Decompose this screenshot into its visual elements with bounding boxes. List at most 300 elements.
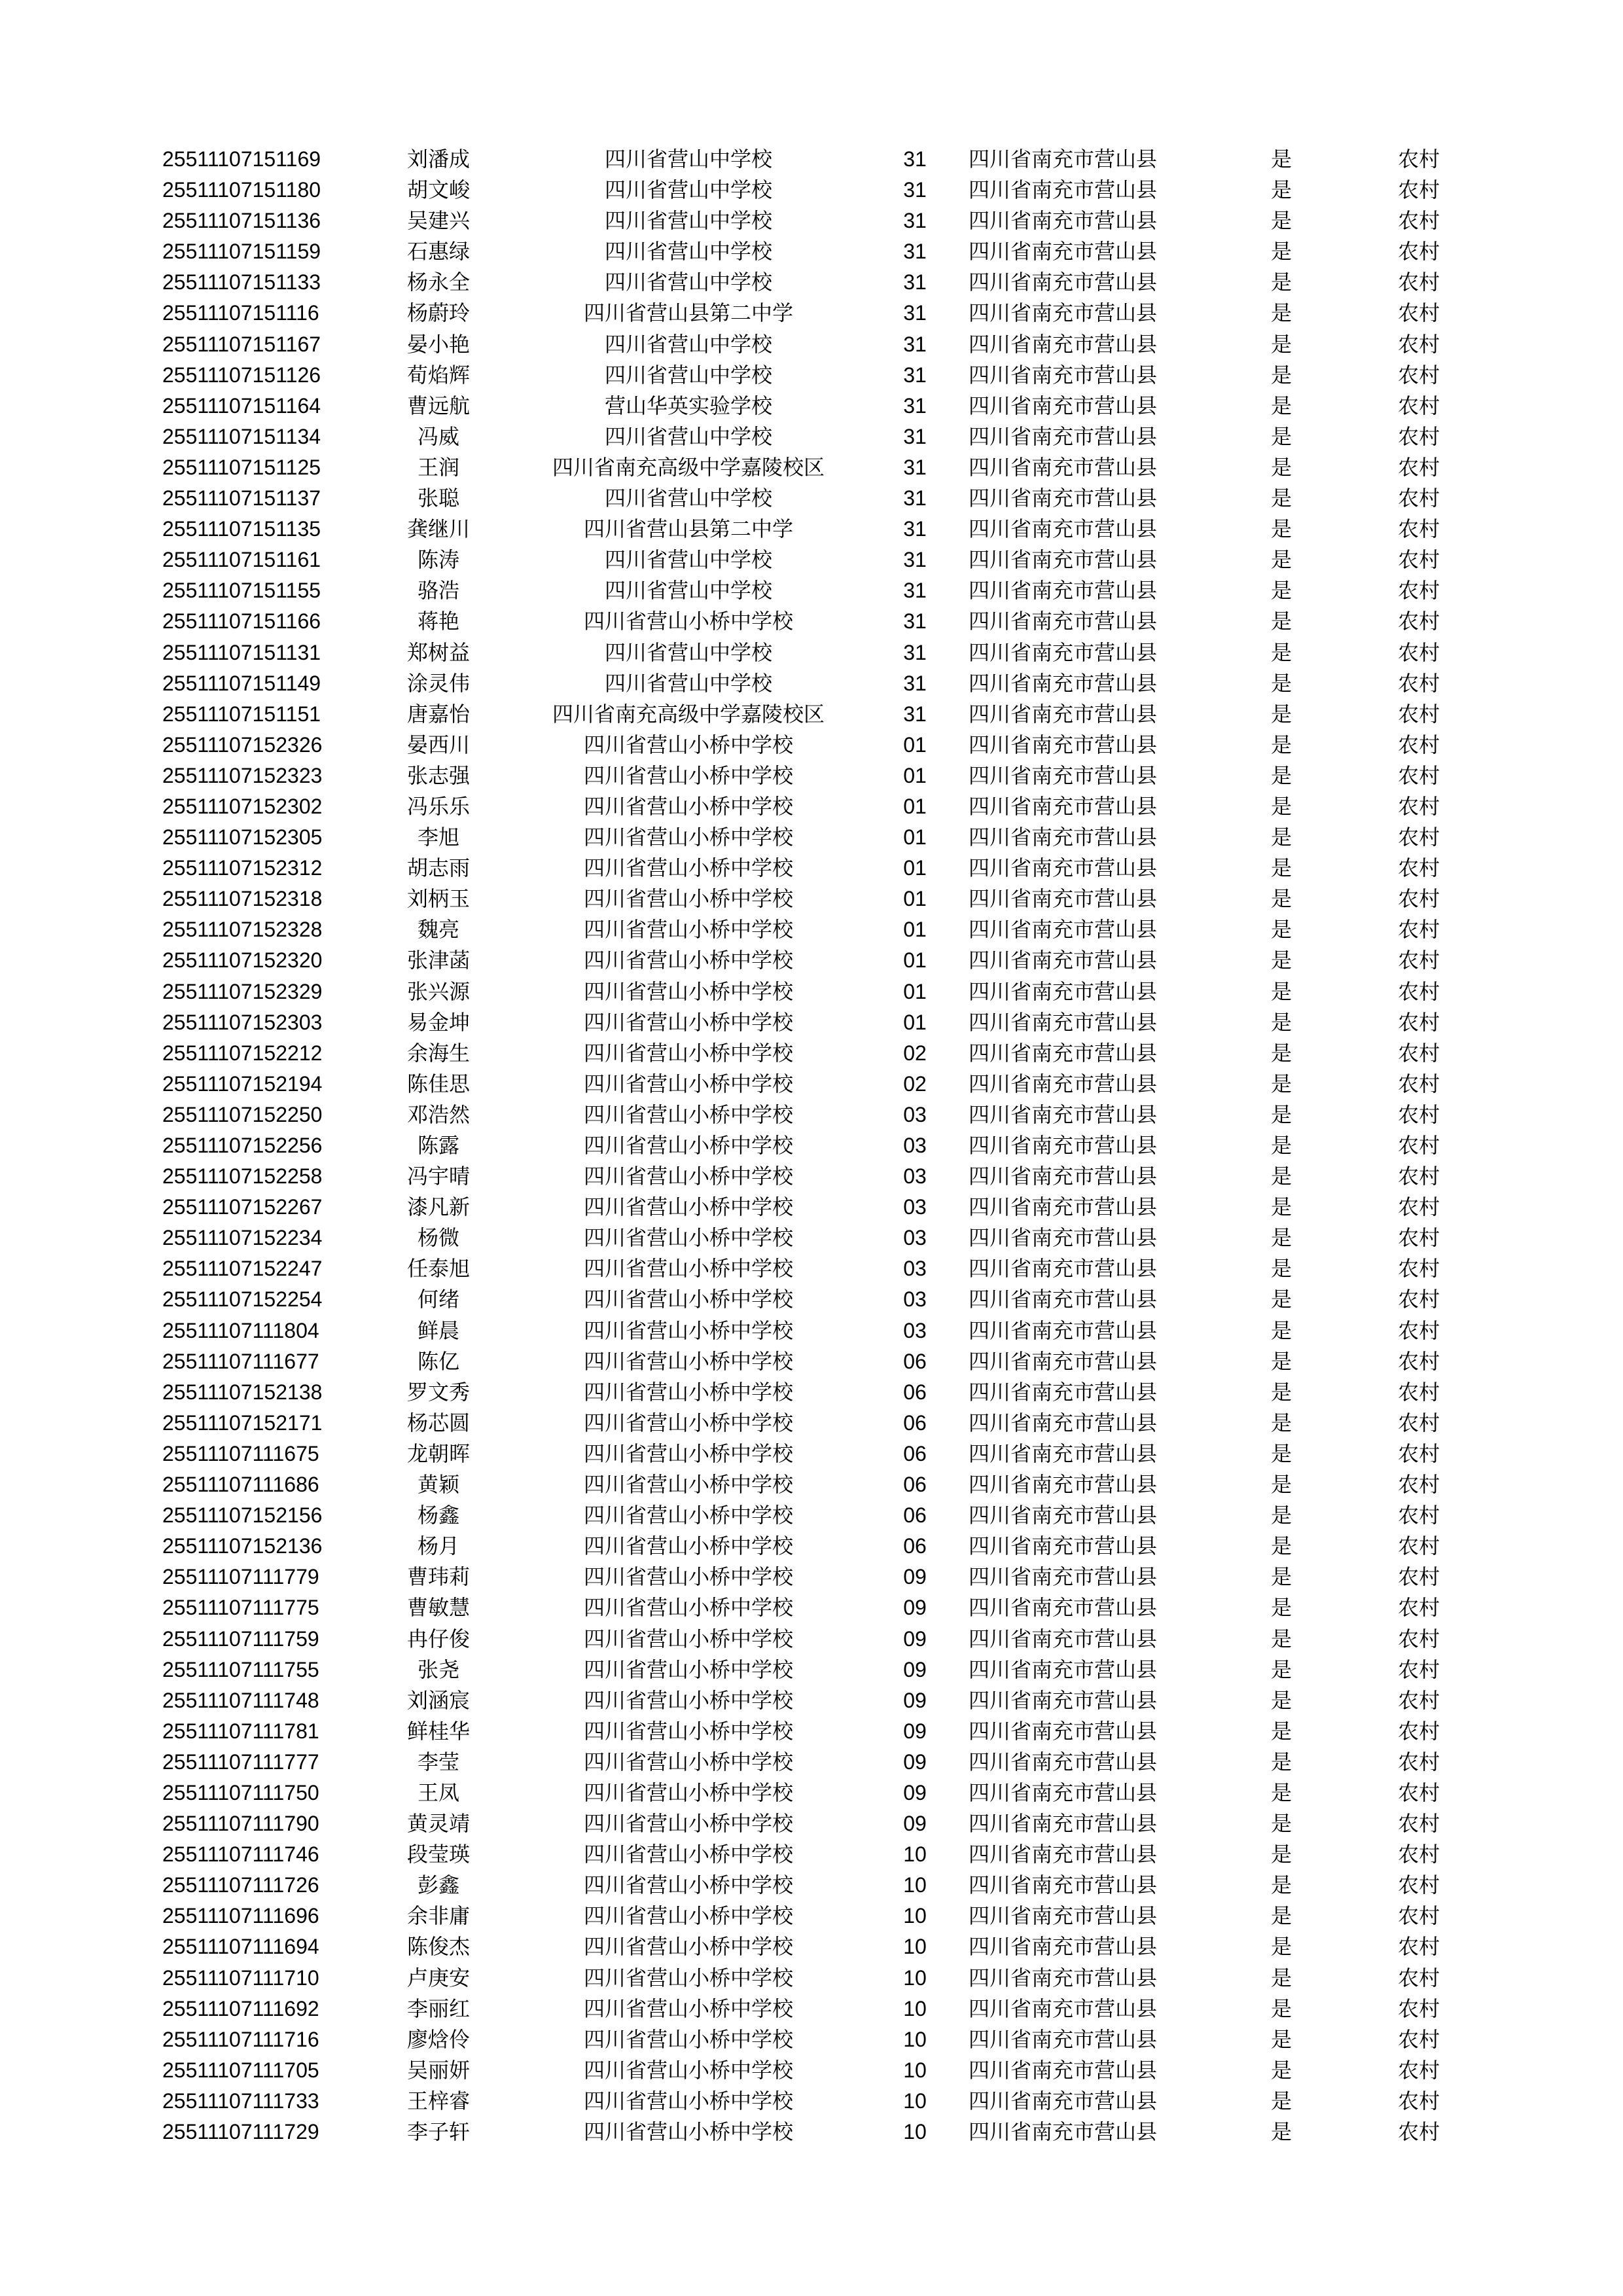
- student-id-cell-text: 25511107152302: [162, 794, 323, 818]
- address-cell-text: 四川省南充市营山县: [969, 855, 1158, 881]
- table-row: [0, 1377, 1623, 1408]
- student-id-cell: [162, 1901, 319, 1931]
- student-id-cell: [162, 545, 321, 575]
- student-id-cell-text: 25511107152323: [162, 763, 323, 787]
- address-cell-text: 四川省南充市营山县: [969, 886, 1158, 912]
- school-name-cell-text: 四川省营山小桥中学校: [584, 1071, 794, 1096]
- class-number-cell-text: 06: [903, 1473, 927, 1497]
- school-name-cell-text: 四川省营山小桥中学校: [584, 1903, 794, 1929]
- student-id-cell: [162, 914, 322, 945]
- address-cell-text: 四川省南充市营山县: [969, 1102, 1158, 1127]
- table-row: [0, 699, 1623, 730]
- student-name-cell-text: 张聪: [418, 486, 460, 511]
- table-row: [0, 1901, 1623, 1931]
- class-number-cell-text: 09: [903, 1812, 927, 1836]
- household-type-cell-text: 农村: [1398, 825, 1440, 850]
- address-cell-text: 四川省南充市营山县: [969, 825, 1158, 850]
- table-row: [0, 144, 1623, 175]
- household-type-cell-text: 农村: [1398, 486, 1440, 511]
- student-name-cell-text: 黄颖: [418, 1472, 460, 1498]
- student-name-cell-text: 陈佳思: [407, 1071, 471, 1096]
- household-type-cell-text: 农村: [1398, 1071, 1440, 1096]
- class-number-cell-text: 31: [903, 240, 927, 264]
- school-name-cell-text: 四川省营山小桥中学校: [584, 1564, 794, 1590]
- flag-cell-text: 是: [1271, 762, 1293, 788]
- household-type-cell-text: 农村: [1398, 300, 1440, 326]
- class-number-cell-text: 31: [903, 393, 927, 418]
- flag-cell-text: 是: [1271, 1718, 1293, 1744]
- flag-cell-text: 是: [1271, 486, 1293, 511]
- table-row: [0, 1007, 1623, 1038]
- flag-cell-text: 是: [1271, 208, 1293, 234]
- student-id-cell-text: 25511107152234: [162, 1226, 323, 1250]
- student-list-table: [0, 144, 1623, 2147]
- household-type-cell-text: 农村: [1398, 1965, 1440, 1990]
- address-cell: [969, 977, 1157, 1007]
- class-number-cell-text: 09: [903, 1596, 927, 1620]
- student-id-cell: [162, 1778, 319, 1808]
- address-cell-text: 四川省南充市营山县: [969, 670, 1158, 696]
- student-id-cell: [162, 791, 322, 822]
- student-id-cell-text: 25511107152171: [162, 1410, 323, 1435]
- address-cell-text: 四川省南充市营山县: [969, 239, 1158, 264]
- flag-cell-text: 是: [1271, 670, 1293, 696]
- student-name-cell-text: 唐嘉怡: [407, 701, 471, 726]
- student-id-cell-text: 25511107151131: [162, 640, 321, 664]
- student-id-cell: [162, 329, 321, 360]
- household-type-cell-text: 农村: [1398, 1811, 1440, 1837]
- class-number-cell-text: 09: [903, 1780, 927, 1804]
- household-type-cell-text: 农村: [1398, 1133, 1440, 1158]
- household-type-cell-text: 农村: [1398, 978, 1440, 1004]
- table-row: [0, 236, 1623, 267]
- address-cell-text: 四川省南充市营山县: [969, 2119, 1158, 2144]
- flag-cell-text: 是: [1271, 1040, 1293, 1066]
- student-id-cell-text: 25511107111804: [162, 1318, 319, 1342]
- student-id-cell: [162, 1038, 322, 1069]
- flag-cell-text: 是: [1271, 239, 1293, 264]
- student-name-cell-text: 陈俊杰: [407, 1934, 471, 1960]
- student-id-cell-text: 25511107151125: [162, 455, 321, 479]
- address-cell-text: 四川省南充市营山县: [969, 2088, 1158, 2113]
- student-id-cell-text: 25511107111779: [162, 1565, 319, 1589]
- address-cell-text: 四川省南充市营山县: [969, 732, 1158, 757]
- school-name-cell-text: 四川省营山中学校: [605, 331, 773, 357]
- table-row: [0, 637, 1623, 668]
- school-name-cell-text: 四川省营山小桥中学校: [584, 1102, 794, 1127]
- school-name-cell-text: 四川省营山中学校: [605, 270, 773, 295]
- student-id-cell: [162, 267, 321, 298]
- flag-cell-text: 是: [1271, 1102, 1293, 1127]
- student-id-cell-text: 25511107152267: [162, 1195, 323, 1219]
- student-id-cell: [162, 1624, 319, 1655]
- table-row: [0, 1562, 1623, 1592]
- student-id-cell-text: 25511107151155: [162, 579, 321, 603]
- class-number-cell-text: 02: [903, 1071, 927, 1096]
- school-name-cell-text: 四川省营山小桥中学校: [584, 1780, 794, 1805]
- household-type-cell-text: 农村: [1398, 1410, 1440, 1435]
- student-id-cell: [162, 1716, 319, 1747]
- class-number-cell-text: 31: [903, 301, 927, 325]
- student-name-cell-text: 李旭: [418, 825, 460, 850]
- school-name-cell-text: 四川省营山小桥中学校: [584, 2119, 794, 2144]
- address-cell-text: 四川省南充市营山县: [969, 147, 1158, 171]
- student-name-cell-text: 黄灵靖: [407, 1811, 471, 1837]
- table-row: [0, 914, 1623, 945]
- school-name-cell-text: 四川省营山小桥中学校: [584, 1934, 794, 1960]
- table-row: [0, 1592, 1623, 1623]
- school-name-cell-text: 四川省营山小桥中学校: [584, 948, 794, 973]
- flag-cell-text: 是: [1271, 1903, 1293, 1929]
- class-number-cell-text: 01: [903, 794, 927, 818]
- student-id-cell-text: 25511107152303: [162, 1010, 323, 1034]
- school-name-cell-text: 四川省营山中学校: [605, 547, 773, 573]
- address-cell: [969, 514, 1157, 545]
- address-cell-text: 四川省南充市营山县: [969, 1811, 1158, 1837]
- student-name-cell-text: 陈涛: [418, 547, 460, 573]
- class-number-cell-text: 31: [903, 147, 927, 171]
- address-cell: [969, 267, 1157, 298]
- address-cell-text: 四川省南充市营山县: [969, 1133, 1158, 1158]
- student-name-cell-text: 何绪: [418, 1287, 460, 1312]
- student-id-cell-text: 25511107152247: [162, 1257, 323, 1281]
- household-type-cell-text: 农村: [1398, 1564, 1440, 1590]
- student-id-cell-text: 25511107152312: [162, 856, 323, 880]
- flag-cell-text: 是: [1271, 1965, 1293, 1990]
- household-type-cell-text: 农村: [1398, 2026, 1440, 2052]
- address-cell: [969, 1284, 1157, 1315]
- flag-cell-text: 是: [1271, 1780, 1293, 1805]
- student-name-cell-text: 廖焓伶: [407, 2026, 471, 2052]
- address-cell-text: 四川省南充市营山县: [969, 1873, 1158, 1898]
- household-type-cell-text: 农村: [1398, 1903, 1440, 1929]
- flag-cell-text: 是: [1271, 547, 1293, 573]
- school-name-cell-text: 四川省南充高级中学嘉陵校区: [552, 454, 825, 480]
- flag-cell-text: 是: [1271, 1287, 1293, 1312]
- address-cell: [969, 1007, 1157, 1038]
- student-id-cell: [162, 884, 322, 914]
- address-cell: [969, 914, 1157, 945]
- school-name-cell-text: 四川省营山小桥中学校: [584, 1318, 794, 1343]
- class-number-cell-text: 10: [903, 1935, 927, 1959]
- table-row: [0, 1100, 1623, 1130]
- student-id-cell-text: 25511107151149: [162, 671, 321, 695]
- table-row: [0, 1253, 1623, 1284]
- address-cell: [969, 175, 1157, 206]
- student-name-cell-text: 鲜桂华: [407, 1718, 471, 1744]
- table-row: [0, 1439, 1623, 1469]
- student-id-cell: [162, 1346, 319, 1377]
- student-name-cell-text: 罗文秀: [407, 1379, 471, 1405]
- student-id-cell-text: 25511107111692: [162, 1996, 319, 2020]
- flag-cell-text: 是: [1271, 701, 1293, 726]
- address-cell: [969, 1839, 1157, 1870]
- address-cell-text: 四川省南充市营山县: [969, 516, 1158, 542]
- flag-cell-text: 是: [1271, 2088, 1293, 2113]
- student-id-cell-text: 25511107151136: [162, 209, 321, 233]
- address-cell: [969, 1808, 1157, 1839]
- table-row: [0, 1778, 1623, 1808]
- student-id-cell-text: 25511107151164: [162, 393, 321, 418]
- student-id-cell-text: 25511107111750: [162, 1780, 319, 1804]
- household-type-cell-text: 农村: [1398, 1009, 1440, 1035]
- student-id-cell-text: 25511107151167: [162, 332, 321, 356]
- address-cell-text: 四川省南充市营山县: [969, 1009, 1158, 1035]
- address-cell: [969, 1161, 1157, 1192]
- household-type-cell-text: 农村: [1398, 1842, 1440, 1867]
- address-cell: [969, 1469, 1157, 1500]
- table-row: [0, 2086, 1623, 2117]
- address-cell: [969, 606, 1157, 637]
- student-name-cell-text: 卢庚安: [407, 1965, 471, 1990]
- table-row: [0, 1931, 1623, 1962]
- address-cell: [969, 1439, 1157, 1469]
- student-id-cell-text: 25511107111777: [162, 1749, 319, 1774]
- flag-cell-text: 是: [1271, 1256, 1293, 1282]
- student-id-cell-text: 25511107151151: [162, 702, 321, 726]
- student-name-cell-text: 冯宇晴: [407, 1164, 471, 1189]
- student-name-cell-text: 陈亿: [418, 1348, 460, 1374]
- student-id-cell-text: 25511107151166: [162, 609, 321, 634]
- student-id-cell-text: 25511107151133: [162, 270, 321, 295]
- student-id-cell: [162, 452, 321, 483]
- household-type-cell-text: 农村: [1398, 208, 1440, 234]
- flag-cell-text: 是: [1271, 393, 1293, 418]
- address-cell: [969, 853, 1157, 884]
- student-id-cell: [162, 1994, 319, 2024]
- address-cell: [969, 2117, 1157, 2147]
- class-number-cell-text: 06: [903, 1349, 927, 1373]
- student-id-cell-text: 25511107152256: [162, 1134, 323, 1157]
- student-name-cell-text: 晏小艳: [407, 331, 471, 357]
- student-id-cell: [162, 1439, 319, 1469]
- class-number-cell-text: 31: [903, 332, 927, 356]
- class-number-cell-text: 06: [903, 1503, 927, 1528]
- address-cell: [969, 2086, 1157, 2117]
- student-name-cell-text: 陈露: [418, 1133, 460, 1158]
- table-row: [0, 1500, 1623, 1531]
- address-cell: [969, 1130, 1157, 1161]
- address-cell-text: 四川省南充市营山县: [969, 1595, 1158, 1621]
- flag-cell-text: 是: [1271, 1657, 1293, 1682]
- student-id-cell: [162, 1284, 322, 1315]
- flag-cell-text: 是: [1271, 639, 1293, 665]
- table-row: [0, 791, 1623, 822]
- address-cell: [969, 1778, 1157, 1808]
- school-name-cell-text: 四川省营山小桥中学校: [584, 1472, 794, 1498]
- student-name-cell-text: 邓浩然: [407, 1102, 471, 1127]
- school-name-cell-text: 四川省营山小桥中学校: [584, 1873, 794, 1898]
- class-number-cell-text: 01: [903, 763, 927, 787]
- school-name-cell-text: 四川省营山小桥中学校: [584, 978, 794, 1004]
- address-cell-text: 四川省南充市营山县: [969, 917, 1158, 942]
- address-cell: [969, 1408, 1157, 1439]
- address-cell-text: 四川省南充市营山县: [969, 1996, 1158, 2021]
- school-name-cell-text: 四川省营山小桥中学校: [584, 1811, 794, 1837]
- address-cell-text: 四川省南充市营山县: [969, 2026, 1158, 2052]
- student-name-cell-text: 晏西川: [407, 732, 471, 757]
- student-name-cell-text: 余非庸: [407, 1903, 471, 1929]
- school-name-cell-text: 四川省营山小桥中学校: [584, 1410, 794, 1435]
- address-cell-text: 四川省南充市营山县: [969, 1965, 1158, 1990]
- student-id-cell: [162, 853, 322, 884]
- student-id-cell: [162, 1408, 322, 1439]
- student-id-cell-text: 25511107111710: [162, 1965, 319, 1990]
- address-cell: [969, 761, 1157, 791]
- school-name-cell-text: 四川省营山小桥中学校: [584, 1040, 794, 1066]
- address-cell-text: 四川省南充市营山县: [969, 208, 1158, 234]
- student-id-cell: [162, 1839, 319, 1870]
- household-type-cell-text: 农村: [1398, 1379, 1440, 1405]
- household-type-cell-text: 农村: [1398, 423, 1440, 449]
- school-name-cell-text: 四川省营山小桥中学校: [584, 825, 794, 850]
- flag-cell-text: 是: [1271, 1811, 1293, 1837]
- address-cell: [969, 329, 1157, 360]
- table-row: [0, 575, 1623, 606]
- flag-cell-text: 是: [1271, 793, 1293, 819]
- flag-cell-text: 是: [1271, 177, 1293, 203]
- student-id-cell: [162, 1377, 322, 1408]
- table-row: [0, 360, 1623, 391]
- address-cell: [969, 668, 1157, 699]
- table-row: [0, 391, 1623, 422]
- student-id-cell-text: 25511107152326: [162, 732, 323, 757]
- address-cell-text: 四川省南充市营山县: [969, 1503, 1158, 1528]
- student-id-cell: [162, 1130, 322, 1161]
- student-name-cell-text: 吴丽妍: [407, 2057, 471, 2083]
- flag-cell-text: 是: [1271, 1133, 1293, 1158]
- student-name-cell-text: 曹远航: [407, 393, 471, 418]
- student-name-cell-text: 冯乐乐: [407, 793, 471, 819]
- table-row: [0, 1716, 1623, 1747]
- class-number-cell-text: 01: [903, 1010, 927, 1034]
- flag-cell-text: 是: [1271, 423, 1293, 449]
- student-id-cell: [162, 1685, 319, 1716]
- flag-cell-text: 是: [1271, 270, 1293, 295]
- address-cell-text: 四川省南充市营山县: [969, 1472, 1158, 1498]
- household-type-cell-text: 农村: [1398, 1256, 1440, 1282]
- student-id-cell-text: 25511107111677: [162, 1349, 319, 1373]
- household-type-cell-text: 农村: [1398, 362, 1440, 387]
- address-cell-text: 四川省南充市营山县: [969, 1903, 1158, 1929]
- flag-cell-text: 是: [1271, 362, 1293, 387]
- table-row: [0, 1408, 1623, 1439]
- address-cell: [969, 1685, 1157, 1716]
- student-name-cell-text: 杨微: [418, 1225, 460, 1251]
- student-id-cell-text: 25511107151159: [162, 240, 321, 264]
- household-type-cell-text: 农村: [1398, 1626, 1440, 1651]
- class-number-cell-text: 31: [903, 486, 927, 511]
- school-name-cell-text: 四川省营山小桥中学校: [584, 1225, 794, 1251]
- school-name-cell-text: 四川省营山县第二中学: [584, 516, 794, 542]
- school-name-cell-text: 四川省营山小桥中学校: [584, 2088, 794, 2113]
- class-number-cell-text: 03: [903, 1287, 927, 1312]
- table-row: [0, 1624, 1623, 1655]
- table-row: [0, 329, 1623, 360]
- class-number-cell-text: 10: [903, 1965, 927, 1990]
- address-cell-text: 四川省南充市营山县: [969, 1749, 1158, 1774]
- address-cell: [969, 1253, 1157, 1284]
- flag-cell-text: 是: [1271, 1842, 1293, 1867]
- school-name-cell-text: 四川省营山小桥中学校: [584, 1441, 794, 1466]
- student-id-cell: [162, 1870, 319, 1901]
- household-type-cell-text: 农村: [1398, 917, 1440, 942]
- address-cell: [969, 730, 1157, 761]
- student-name-cell-text: 李子轩: [407, 2119, 471, 2144]
- table-row: [0, 1130, 1623, 1161]
- table-row: [0, 1346, 1623, 1377]
- address-cell: [969, 1316, 1157, 1346]
- flag-cell-text: 是: [1271, 516, 1293, 542]
- address-cell-text: 四川省南充市营山县: [969, 1318, 1158, 1343]
- flag-cell-text: 是: [1271, 1626, 1293, 1651]
- class-number-cell-text: 03: [903, 1195, 927, 1219]
- school-name-cell-text: 四川省营山小桥中学校: [584, 1503, 794, 1528]
- household-type-cell-text: 农村: [1398, 1657, 1440, 1682]
- class-number-cell-text: 10: [903, 1904, 927, 1928]
- household-type-cell-text: 农村: [1398, 578, 1440, 603]
- school-name-cell-text: 四川省营山县第二中学: [584, 300, 794, 326]
- table-row: [0, 853, 1623, 884]
- class-number-cell-text: 31: [903, 640, 927, 664]
- student-id-cell: [162, 391, 321, 422]
- class-number-cell-text: 03: [903, 1102, 927, 1126]
- household-type-cell-text: 农村: [1398, 1102, 1440, 1127]
- student-id-cell: [162, 2024, 319, 2055]
- address-cell-text: 四川省南充市营山县: [969, 270, 1158, 295]
- class-number-cell-text: 31: [903, 702, 927, 726]
- address-cell-text: 四川省南充市营山县: [969, 639, 1158, 665]
- household-type-cell-text: 农村: [1398, 1934, 1440, 1960]
- household-type-cell-text: 农村: [1398, 1318, 1440, 1343]
- school-name-cell-text: 四川省南充高级中学嘉陵校区: [552, 701, 825, 726]
- student-id-cell-text: 25511107151180: [162, 178, 321, 202]
- student-id-cell-text: 25511107111726: [162, 1873, 319, 1897]
- school-name-cell-text: 四川省营山小桥中学校: [584, 1965, 794, 1990]
- flag-cell-text: 是: [1271, 978, 1293, 1004]
- student-id-cell: [162, 1963, 319, 1994]
- household-type-cell-text: 农村: [1398, 1225, 1440, 1251]
- address-cell-text: 四川省南充市营山县: [969, 1225, 1158, 1251]
- address-cell: [969, 422, 1157, 452]
- address-cell: [969, 206, 1157, 236]
- flag-cell-text: 是: [1271, 1595, 1293, 1621]
- flag-cell-text: 是: [1271, 1934, 1293, 1960]
- student-name-cell-text: 杨芯圆: [407, 1410, 471, 1435]
- address-cell-text: 四川省南充市营山县: [969, 2057, 1158, 2083]
- address-cell-text: 四川省南充市营山县: [969, 300, 1158, 326]
- student-id-cell: [162, 1223, 322, 1253]
- table-row: [0, 1469, 1623, 1500]
- household-type-cell-text: 农村: [1398, 793, 1440, 819]
- student-name-cell-text: 杨鑫: [418, 1503, 460, 1528]
- flag-cell-text: 是: [1271, 1164, 1293, 1189]
- address-cell: [969, 1038, 1157, 1069]
- address-cell-text: 四川省南充市营山县: [969, 1842, 1158, 1867]
- table-row: [0, 945, 1623, 976]
- flag-cell-text: 是: [1271, 1687, 1293, 1713]
- flag-cell-text: 是: [1271, 1225, 1293, 1251]
- household-type-cell-text: 农村: [1398, 270, 1440, 295]
- student-id-cell-text: 25511107111733: [162, 2089, 319, 2113]
- table-row: [0, 1192, 1623, 1223]
- address-cell-text: 四川省南充市营山县: [969, 701, 1158, 726]
- class-number-cell-text: 01: [903, 825, 927, 850]
- address-cell-text: 四川省南充市营山县: [969, 362, 1158, 387]
- address-cell-text: 四川省南充市营山县: [969, 1071, 1158, 1096]
- table-row: [0, 1316, 1623, 1346]
- class-number-cell-text: 31: [903, 424, 927, 448]
